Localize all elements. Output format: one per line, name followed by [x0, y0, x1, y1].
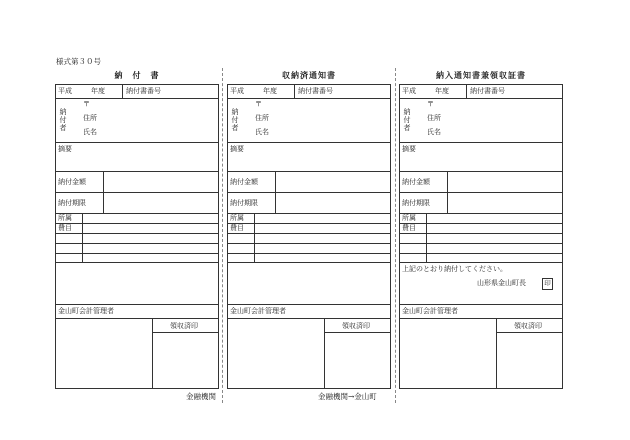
- payment-notice-receipt-sheet: [399, 84, 563, 389]
- amount-label: 納付金額: [58, 178, 86, 186]
- sheet-title: 納 付 書: [114, 70, 160, 80]
- deadline-label: 納付期限: [230, 199, 258, 207]
- expense-label: 費目: [58, 224, 72, 232]
- sheet-title: 収納済通知書: [282, 70, 336, 80]
- department-label: 所属: [402, 214, 416, 222]
- footer-route: 金融機関: [186, 392, 216, 401]
- sheet-border: [399, 84, 563, 389]
- payer-label: 納 付 者: [231, 108, 239, 132]
- department-label: 所属: [230, 214, 244, 222]
- summary-label: 摘要: [402, 145, 416, 153]
- receipt-stamp-label: 領収済印: [514, 322, 542, 330]
- document-number-label: 納付書番号: [298, 87, 333, 95]
- name-label: 氏名: [427, 128, 441, 136]
- summary-label: 摘要: [230, 145, 244, 153]
- address-label: 住所: [427, 114, 441, 122]
- payment-notice-text: 上記のとおり納付してください。: [402, 265, 507, 273]
- issuer-label: 山形県金山町長: [477, 279, 526, 287]
- name-label: 氏名: [255, 128, 269, 136]
- receipt-notice-sheet: [227, 84, 391, 389]
- name-label: 氏名: [83, 128, 97, 136]
- document-number-label: 納付書番号: [126, 87, 161, 95]
- treasurer-label: 金山町会計管理者: [58, 307, 114, 315]
- amount-label: 納付金額: [230, 178, 258, 186]
- treasurer-label: 金山町会計管理者: [230, 307, 286, 315]
- postal-mark: 〒: [83, 100, 90, 108]
- cut-line-1: [222, 68, 223, 403]
- sheet-border: [227, 84, 391, 389]
- amount-label: 納付金額: [402, 178, 430, 186]
- sheet-border: [55, 84, 219, 389]
- cut-line-2: [395, 68, 396, 403]
- summary-label: 摘要: [58, 145, 72, 153]
- fiscal-year-label: 年度: [91, 87, 105, 95]
- treasurer-label: 金山町会計管理者: [402, 307, 458, 315]
- era-label: 平成: [58, 87, 72, 95]
- seal-mark: 印: [542, 278, 553, 290]
- payer-label: 納 付 者: [59, 108, 67, 132]
- deadline-label: 納付期限: [402, 199, 430, 207]
- address-label: 住所: [83, 114, 97, 122]
- expense-label: 費目: [402, 224, 416, 232]
- document-number-label: 納付書番号: [470, 87, 505, 95]
- fiscal-year-label: 年度: [263, 87, 277, 95]
- postal-mark: 〒: [427, 100, 434, 108]
- address-label: 住所: [255, 114, 269, 122]
- receipt-stamp-label: 領収済印: [342, 322, 370, 330]
- expense-label: 費目: [230, 224, 244, 232]
- era-label: 平成: [402, 87, 416, 95]
- postal-mark: 〒: [255, 100, 262, 108]
- payment-slip-sheet: [55, 84, 219, 389]
- sheet-title: 納入通知書兼領収証書: [436, 70, 526, 80]
- payer-label: 納 付 者: [403, 108, 411, 132]
- era-label: 平成: [230, 87, 244, 95]
- form-id: 様式第３０号: [56, 57, 101, 66]
- fiscal-year-label: 年度: [435, 87, 449, 95]
- deadline-label: 納付期限: [58, 199, 86, 207]
- footer-route: 金融機関→金山町: [318, 392, 377, 401]
- department-label: 所属: [58, 214, 72, 222]
- receipt-stamp-label: 領収済印: [170, 322, 198, 330]
